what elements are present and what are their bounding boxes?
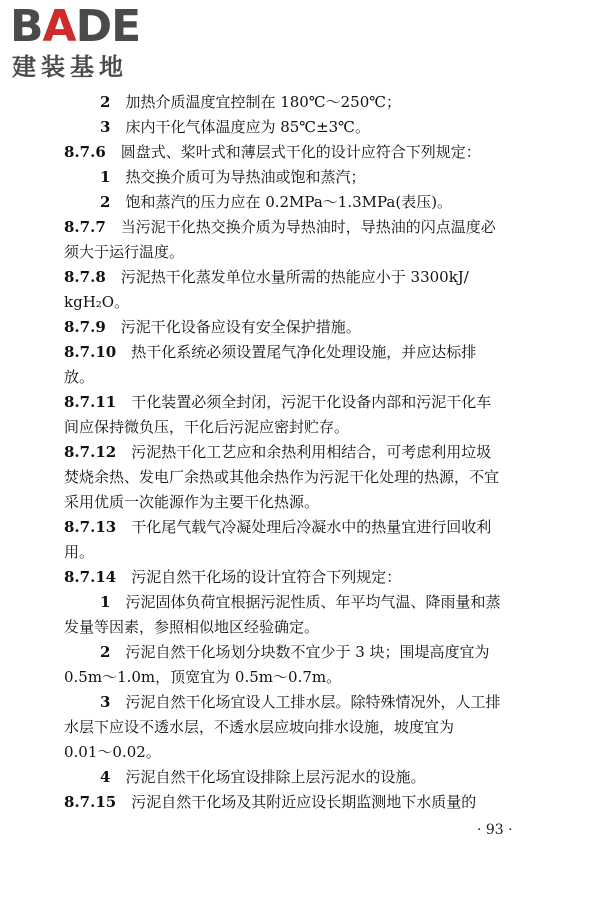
text-line [64, 590, 554, 615]
clause-number: 8.7.8 [64, 268, 106, 286]
clause-text: 放。 [64, 368, 95, 386]
text-line [64, 390, 554, 415]
logo-subtitle: 建装基地 [12, 53, 128, 81]
text-line [64, 365, 554, 390]
text-line [64, 465, 554, 490]
clause-text: 床内干化气体温度应为 85℃±3℃。 [125, 118, 370, 136]
text-line [64, 115, 554, 140]
clause-text: 污泥固体负荷宜根据污泥性质、年平均气温、降雨量和蒸 [125, 593, 501, 611]
clause-number: 2 [100, 93, 111, 111]
text-line [64, 240, 554, 265]
text-line [64, 740, 554, 765]
clause-text: 发量等因素，参照相似地区经验确定。 [64, 618, 320, 636]
clause-number: 8.7.15 [64, 793, 117, 811]
clause-text: 0.5m～1.0m，顶宽宜为 0.5m～0.7m。 [64, 668, 342, 686]
clause-number: 8.7.12 [64, 443, 117, 461]
page-number: · 93 · [477, 822, 513, 838]
clause-text: 污泥自然干化场的设计宜符合下列规定： [131, 568, 402, 586]
clause-text: 污泥自然干化场划分块数不宜少于 3 块；围堤高度宜为 [125, 643, 490, 661]
text-line [64, 565, 554, 590]
clause-text: 焚烧余热、发电厂余热或其他余热作为污泥干化处理的热源，不宜 [64, 468, 500, 486]
clause-number: 8.7.6 [64, 143, 106, 161]
clause-text: 饱和蒸汽的压力应在 0.2MPa～1.3MPa(表压)。 [125, 193, 453, 211]
text-line [64, 665, 554, 690]
clause-number: 2 [100, 193, 111, 211]
clause-text: 污泥自然干化场及其附近应设长期监测地下水质量的 [131, 793, 477, 811]
clause-number: 3 [100, 693, 111, 711]
bade-logo [10, 1, 210, 84]
logo-wordmark: BADE [10, 1, 141, 52]
text-line [64, 265, 554, 290]
clause-number: 8.7.10 [64, 343, 117, 361]
clause-text: 用。 [64, 543, 95, 561]
clause-number: 1 [100, 593, 111, 611]
clause-number: 8.7.7 [64, 218, 106, 236]
text-line [64, 190, 554, 215]
text-line [64, 165, 554, 190]
clause-text: 采用优质一次能源作为主要干化热源。 [64, 493, 320, 511]
text-line [64, 415, 554, 440]
text-line [64, 140, 554, 165]
clause-text: 0.01～0.02。 [64, 743, 161, 761]
text-line [64, 515, 554, 540]
clause-number: 8.7.11 [64, 393, 117, 411]
clause-number: 4 [100, 768, 111, 786]
text-line [64, 290, 554, 315]
clause-text: 须大于运行温度。 [64, 243, 185, 261]
clause-number: 1 [100, 168, 111, 186]
clause-text: 热交换介质可为导热油或饱和蒸汽； [125, 168, 366, 186]
text-line [64, 765, 554, 790]
clause-text: 加热介质温度宜控制在 180℃～250℃； [125, 93, 402, 111]
clause-text: 污泥自然干化场宜设人工排水层。除特殊情况外，人工排 [125, 693, 501, 711]
text-line [64, 215, 554, 240]
clause-text: 污泥干化设备应设有安全保护措施。 [120, 318, 361, 336]
clause-text: 当污泥干化热交换介质为导热油时，导热油的闪点温度必 [120, 218, 496, 236]
text-line [64, 790, 554, 815]
clause-text: 污泥热干化工艺应和余热利用相结合，可考虑利用垃圾 [131, 443, 492, 461]
text-line [64, 315, 554, 340]
text-line [64, 90, 554, 115]
clause-text: 干化尾气载气冷凝处理后冷凝水中的热量宜进行回收利 [131, 518, 492, 536]
text-line [64, 715, 554, 740]
clause-text: 热干化系统必须设置尾气净化处理设施，并应达标排 [131, 343, 477, 361]
clause-number: 8.7.13 [64, 518, 117, 536]
text-line [64, 640, 554, 665]
clause-text: 干化装置必须全封闭，污泥干化设备内部和污泥干化车 [131, 393, 492, 411]
clause-number: 2 [100, 643, 111, 661]
text-line [64, 690, 554, 715]
clause-text: 水层下应设不透水层，不透水层应坡向排水设施，坡度宜为 [64, 718, 455, 736]
clause-text: 圆盘式、桨叶式和薄层式干化的设计应符合下列规定： [120, 143, 481, 161]
clause-text: 污泥热干化蒸发单位水量所需的热能应小于 3300kJ/ [120, 268, 469, 286]
clause-text: 间应保持微负压，干化后污泥应密封贮存。 [64, 418, 350, 436]
clause-number: 8.7.9 [64, 318, 106, 336]
text-line [64, 615, 554, 640]
document-body [64, 90, 554, 815]
clause-number: 3 [100, 118, 111, 136]
clause-text: 污泥自然干化场宜设排除上层污泥水的设施。 [125, 768, 426, 786]
text-line [64, 540, 554, 565]
text-line [64, 340, 554, 365]
clause-text: kgH₂O。 [64, 293, 130, 311]
text-line [64, 490, 554, 515]
clause-number: 8.7.14 [64, 568, 117, 586]
text-line [64, 440, 554, 465]
